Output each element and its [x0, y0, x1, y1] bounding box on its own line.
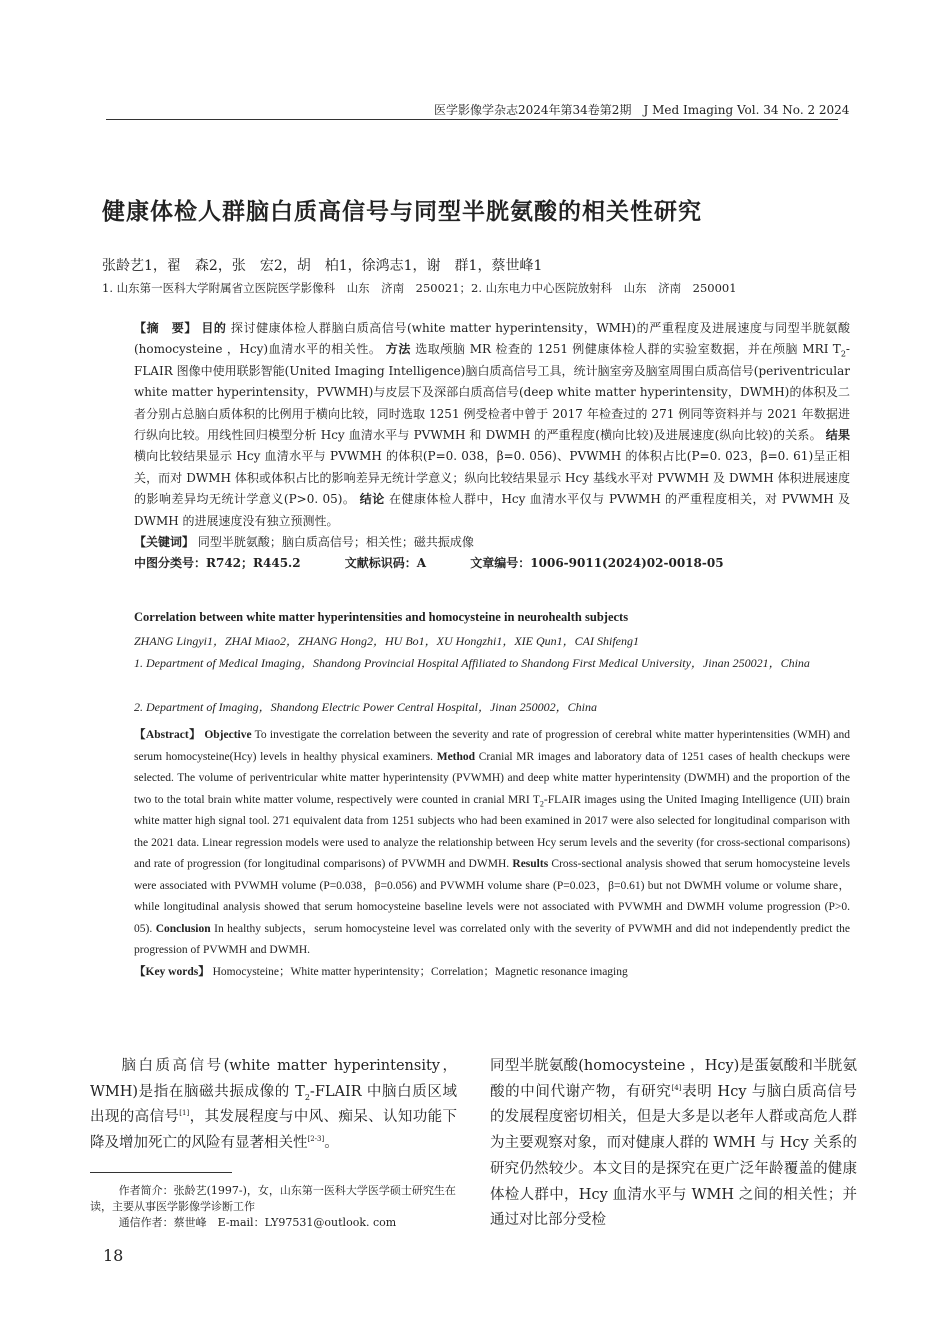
conclusion-en: In healthy subjects，serum homocysteine level was correlated only with the severity of PVWMH and did not independently predict the progression of PVWMH and DWMH. [134, 922, 850, 956]
header-divider [106, 119, 838, 120]
corresponding-author: 通信作者：蔡世峰 E-mail：LY97531@outlook. com [118, 1216, 397, 1229]
abstract-cn-label: 【摘 要】 [134, 321, 197, 335]
conclusion-label-cn: 结论 [359, 492, 385, 507]
method-cn-sub: 2 [840, 349, 846, 359]
method-label-cn: 方法 [385, 342, 411, 357]
affiliation-cn: 1. 山东第一医科大学附属省立医院医学影像科 山东 济南 250021；2. 山东电力中心医院放射科 山东 济南 250001 [102, 281, 737, 295]
method-en-part2: -FLAIR images using the United Imaging Intelligence (UII) brain white matter high signal tool. 271 equivalent data from 1251 subjects who had been examined in 2017 were also selected for longitudinal comparison with the 2021 data. Linear regression models were used to analyze the relationship between Hcy serum levels and the severity (for cross-sectional comparisons) and rate of progression (for longitudinal comparisons) of PVWMH and DWMH. [134, 793, 850, 870]
keywords-en-label: 【Key words】 [134, 965, 210, 978]
body-left-part3: ，其发展程度与中风、痴呆、认知功能下降及增加死亡的风险有显著相关性 [90, 1109, 458, 1152]
method-label-en: Method [436, 750, 476, 763]
affiliation-en-1: 1. Department of Medical Imaging，Shandong Provincial Hospital Affiliated to Shandong First Medical University，Jinan 250021，China [134, 656, 810, 670]
affiliation-en-2: 2. Department of Imaging，Shandong Electric Power Central Hospital，Jinan 250002，China [134, 700, 597, 714]
objective-en: To investigate the correlation between the severity and rate of progression of cerebral white matter hyperintensities (WMH) and serum homocysteine(Hcy) levels in healthy physical examiners. [134, 729, 851, 763]
keywords-cn [134, 532, 850, 553]
objective-label-cn: 目的 [201, 321, 227, 335]
article-title-cn: 健康体检人群脑白质高信号与同型半胱氨酸的相关性研究 [102, 198, 702, 225]
citation-ref-2: [2-3] [307, 1135, 325, 1144]
body-right-part1: 同型半胱氨酸(homocysteine ，Hcy)是蛋氨酸和半胱氨酸的中间代谢产物，有研究 [490, 1058, 857, 1100]
footnote-divider [90, 1172, 232, 1173]
conclusion-label-en: Conclusion [155, 922, 211, 935]
objective-label-en: Objective [204, 729, 252, 741]
objective-cn: 探讨健康体检人群脑白质高信号(white matter hyperintensity，WMH)的严重程度及进展速度与同型半胱氨酸(homocysteine ，Hcy)血清水平的相关性。 [134, 321, 850, 357]
results-label-cn: 结果 [825, 428, 850, 443]
article-title-en: Correlation between white matter hyperintensities and homocysteine in neurohealth subjects [134, 610, 629, 624]
footnote [90, 1183, 462, 1231]
keywords-en-text: Homocysteine；White matter hyperintensity；Correlation；Magnetic resonance imaging [212, 965, 628, 978]
body-left-part4: 。 [324, 1135, 339, 1152]
authors-cn: 张龄艺1，翟 森2，张 宏2，胡 柏1，徐鸿志1，谢 群1，蔡世峰1 [102, 258, 543, 274]
classification-line [134, 553, 850, 574]
author-intro: 作者简介：张龄艺(1997-)，女，山东第一医科大学医学硕士研究生在读，主要从事医学影像学诊断工作 [90, 1184, 456, 1213]
abstract-cn [134, 318, 850, 575]
abstract-en [134, 725, 850, 983]
abstract-en-label: 【Abstract】 [134, 729, 202, 741]
body-right-part2: 表明 Hcy 与脑白质高信号的发展程度密切相关，但是大多是以老年人群或高危人群为主要观察对象，而对健康人群的 WMH 与 Hcy 关系的研究仍然较少。本文目的是探究在更广泛年龄覆盖的健康体检人群中，Hcy 血清水平与 WMH 之间的相关性；并通过对比部分受检 [490, 1083, 857, 1229]
page-number: 18 [103, 1246, 124, 1265]
method-en-part1: Cranial MR images and laboratory data of 1251 cases of health checkups were selected. The volume of periventricular white matter hyperintensity (PVWMH) and deep white matter hyperintensity (DWMH) and the proportion of the two to the total brain white matter volume, respectively were counted in cranial MRI T [134, 750, 851, 806]
method-en-sub: 2 [539, 798, 544, 808]
conclusion-cn: 在健康体检人群中，Hcy 血清水平仅与 PVWMH 的严重程度相关，对 PVWMH 及 DWMH 的进展速度没有独立预测性。 [134, 492, 850, 528]
body-left-part2: -FLAIR 中脑白质区域出现的高信号 [90, 1083, 457, 1126]
keywords-en [134, 962, 850, 984]
clc-number: 中图分类号：R742；R445.2 [134, 556, 301, 571]
keywords-cn-label: 【关键词】 [134, 535, 195, 550]
results-en: Cross-sectional analysis showed that serum homocysteine levels were associated with PVWMH volume (P=0.038，β=0.056) and PVWMH volume share (P=0.023，β=0.61) but not DWMH volume or volume share，while longitudinal analysis showed that serum homocysteine baseline levels were not associated with PVWMH and DWMH volume progression (P>0. 05). [134, 858, 851, 935]
body-column-right [490, 1054, 857, 1234]
article-number: 文章编号：1006-9011(2024)02-0018-05 [470, 556, 724, 571]
results-cn: 横向比较结果显示 Hcy 血清水平与 PVWMH 的体积(P=0. 038，β=0. 056)、PVWMH 的体积占比(P=0. 023，β=0. 61)呈正相关，而对 DWMH 体积或体积占比的影响差异无统计学意义；纵向比较结果显示 Hcy 基线水平对 PVWMH 及 DWMH 体积进展速度的影响差异均无统计学意义(P>0. 05)。 [134, 449, 850, 507]
body-column-left [90, 1054, 457, 1157]
body-left-sub: 2 [304, 1092, 310, 1102]
keywords-cn-text: 同型半胱氨酸；脑白质高信号；相关性；磁共振成像 [197, 535, 474, 550]
method-cn-part2: -FLAIR 图像中使用联影智能(United Imaging Intelligence)脑白质高信号工具，统计脑室旁及脑室周围白质高信号(periventricular white matter hyperintensity，PVWMH)与皮层下及深部白质高信号(deep white matter hyperintensity，DWMH)的体积及二者分别占总脑白质体积的比例用于横向比较，同时选取 1251 例受检者中曾于 2017 年检查过的 271 例同等资料并与 2021 年数据进行纵向比较。用线性回归模型分析 Hcy 血清水平与 PVWMH 和 DWMH 的严重程度(横向比较)及进展速度(纵向比较)的关系。 [134, 342, 850, 443]
method-cn-part1: 选取颅脑 MR 检查的 1251 例健康体检人群的实验室数据，并在颅脑 MRI T [415, 342, 841, 357]
results-label-en: Results [512, 858, 549, 870]
citation-ref-1: [1] [179, 1109, 190, 1118]
authors-en: ZHANG Lingyi1，ZHAI Miao2，ZHANG Hong2，HU Bo1，XU Hongzhi1，XIE Qun1，CAI Shifeng1 [134, 634, 639, 648]
running-header: 医学影像学杂志2024年第34卷第2期 J Med Imaging Vol. 34 No. 2 2024 [434, 103, 850, 117]
body-left-part1: 脑白质高信号(white matter hyperintensity，WMH)是指在脑磁共振成像的 T [90, 1058, 457, 1100]
citation-ref-4: [4] [671, 1083, 682, 1092]
document-code: 文献标识码：A [344, 556, 427, 571]
